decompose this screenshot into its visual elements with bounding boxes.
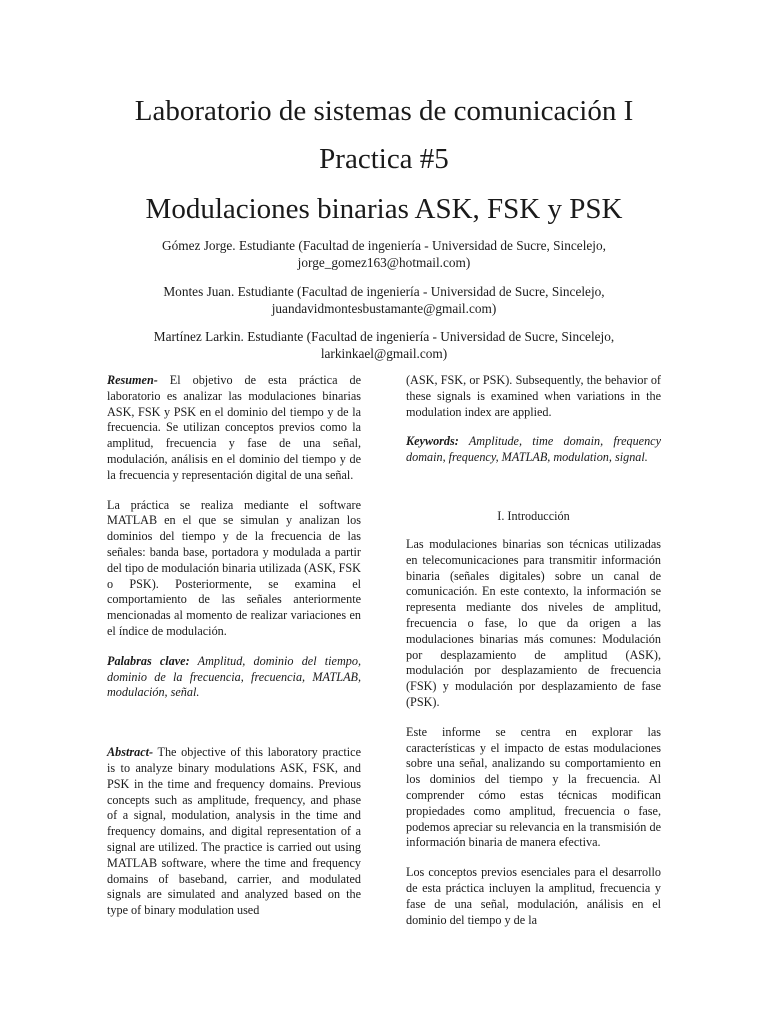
introduccion-paragraph-3: Los conceptos previos esenciales para el desarrollo de esta práctica incluyen la amplitud, frecuencia y fase de una señal, modulación, análisis en el dominio del tiempo y de la	[406, 865, 661, 927]
abstract-paragraph	[107, 745, 361, 919]
author-affiliation: Martínez Larkin. Estudiante (Facultad de ingeniería - Universidad de Sucre, Sincelejo,	[153, 329, 615, 344]
author-affiliation: Gómez Jorge. Estudiante (Facultad de ingeniería - Universidad de Sucre, Sincelejo,	[162, 238, 606, 253]
author-email: jorge_gomez163@hotmail.com)	[297, 255, 471, 270]
palabras-clave-paragraph	[107, 654, 361, 701]
palabras-clave-label: Palabras clave:	[107, 653, 190, 668]
palabras-clave-text: Amplitud, dominio del tiempo, dominio de la frecuencia, frecuencia, MATLAB, modulación, señal.	[107, 653, 361, 700]
author-affiliation: Montes Juan. Estudiante (Facultad de ingeniería - Universidad de Sucre, Sincelejo,	[163, 284, 605, 299]
paper-title-line-1: Laboratorio de sistemas de comunicación I	[134, 95, 634, 127]
resumen-paragraph-2: La práctica se realiza mediante el software MATLAB en el que se simulan y analizan los dominios del tiempo y de la frecuencia de las señales: banda base, portadora y modulada a partir del tipo de modulación binaria utilizada (ASK, FSK o PSK). Posteriormente, se examina el comportamiento de las señales anteriormente mencionadas al momento de realizar variaciones en el índice de modulación.	[107, 497, 361, 638]
abstract-label: Abstract-	[107, 745, 154, 760]
author-email: larkinkael@gmail.com)	[320, 346, 448, 361]
resumen-paragraph	[107, 373, 361, 484]
author-email: juandavidmontesbustamante@gmail.com)	[271, 301, 497, 316]
author-block-montes	[84, 283, 684, 317]
paper-title-line-3: Modulaciones binarias ASK, FSK y PSK	[145, 193, 623, 225]
right-column	[406, 373, 661, 942]
abstract-continuation: (ASK, FSK, or PSK). Subsequently, the behavior of these signals is examined when variations in the modulation index are applied.	[406, 373, 661, 419]
keywords-text: Amplitude, time domain, frequency domain, frequency, MATLAB, modulation, signal.	[406, 434, 661, 465]
author-block-gomez	[84, 237, 684, 271]
section-heading-introduccion: I. Introducción	[497, 508, 570, 523]
resumen-text: El objetivo de esta práctica de laboratorio es analizar las modulaciones binarias ASK, FSK y PSK en el dominio del tiempo y de la frecuencia. Se utilizan conceptos previos como la amplitud, frecuencia y fase de una señal, modulación, análisis en el dominio del tiempo y de la frecuencia y representación digital de una señal.	[107, 373, 361, 482]
left-column	[107, 373, 361, 933]
keywords-paragraph	[406, 434, 661, 466]
keywords-label: Keywords:	[406, 434, 459, 449]
paper-title-line-2: Practica #5	[319, 143, 449, 175]
introduccion-paragraph-1: Las modulaciones binarias son técnicas utilizadas en telecomunicaciones para transmitir información binaria (señales digitales) sobre un canal de comunicación. En este contexto, la información se representa mediante dos niveles de amplitud, frecuencia o fase, lo que da origen a las modulaciones binarias más comunes: Modulación por desplazamiento de amplitud (ASK), modulación por desplazamiento de frecuencia (FSK) y modulación por desplazamiento de fase (PSK).	[406, 536, 661, 709]
introduccion-paragraph-2: Este informe se centra en explorar las características y el impacto de estas modulaciones sobre una señal, analizando su comportamiento en los dominios del tiempo y la frecuencia. Al comprender cómo estas técnicas modifican propiedades como amplitud, frecuencia o fase, podemos apreciar su relevancia en la transmisión de información binaria de manera efectiva.	[406, 724, 661, 850]
author-block-martinez	[84, 328, 684, 362]
abstract-text: The objective of this laboratory practice is to analyze binary modulations ASK, FSK, and PSK in the time and frequency domains. Previous concepts such as amplitude, frequency, and phase of a signal, modulation, analysis in the time and frequency domains, and digital representation of a signal are utilized. The practice is carried out using MATLAB software, where the time and frequency domains of baseband, carrier, and modulated signals are simulated and analyzed based on the type of binary modulation used	[107, 745, 361, 918]
resumen-label: Resumen-	[107, 373, 158, 387]
